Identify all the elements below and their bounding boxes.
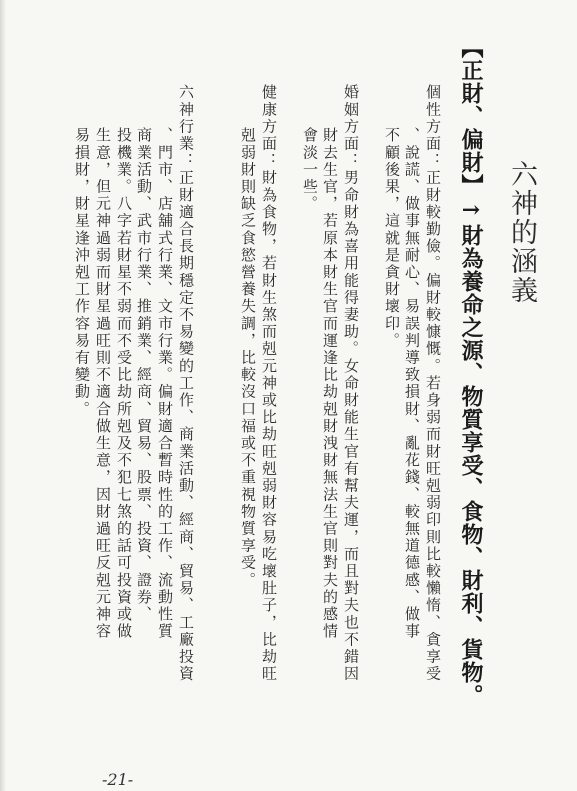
personality-paragraph-line-2: 、說謊、做事無耐心、易誤判導致損財、亂花錢、較無道德感、做事	[403, 127, 421, 640]
heading-description: →財為養命之源、物質享受、食物、財利、貨物。	[458, 197, 484, 707]
page-number: -21-	[102, 770, 134, 789]
chapter-title: 六神的涵義	[506, 160, 537, 305]
heading-keywords: 正財、偏財	[458, 59, 484, 174]
section-heading	[460, 36, 482, 707]
marriage-paragraph-line-2: 財去生官，若原本財生官而運逢比劫剋財洩財無法生官則對夫的感情	[321, 127, 339, 640]
health-paragraph-line-1: 健康方面：財為食物，若財生煞而剋元神或比劫旺剋弱財容易吃壞肚子，比劫旺	[260, 84, 278, 683]
career-paragraph-line-2: 、門市、店舖式行業、文市行業。偏財適合暫時性的工作、流動性質	[156, 127, 174, 640]
career-paragraph-line-4: 投機業。八字若財星不弱而不受比劫所剋及不犯七煞的話可投資或做	[115, 127, 133, 640]
career-paragraph-line-6: 易損財，財星逢沖剋工作容易有變動。	[73, 127, 91, 418]
marriage-paragraph-line-3: 會淡一些。	[301, 127, 319, 213]
career-paragraph-line-3: 商業活動、武市行業、推銷業、經商、貿易、股票、投資、證券、	[135, 127, 153, 623]
health-paragraph-line-2: 剋弱財則缺乏食慾營養失調，比較沒口福或不重視物質享受。	[239, 127, 257, 589]
binding-shadow	[0, 0, 6, 791]
heading-bracket-close: 】	[458, 174, 484, 197]
personality-paragraph-line-3: 不顧後果，這就是貪財壞印。	[383, 127, 401, 350]
personality-paragraph-line-1: 個性方面：正財較勤儉。偏財較慷慨。若身弱而財旺剋弱印則比較懶惰、貪享受	[424, 84, 442, 683]
heading-bracket-open: 【	[458, 36, 484, 59]
career-paragraph-line-5: 生意，但元神過弱而財星過旺則不適合做生意，因財過旺反剋元神容	[94, 127, 112, 640]
career-paragraph-line-1: 六神行業：正財適合長期穩定不易變的工作、商業活動、經商、貿易、工廠投資	[177, 84, 195, 683]
marriage-paragraph-line-1: 婚姻方面：男命財為喜用能得妻助。女命財能生官有幫夫運，而且對夫也不錯因	[342, 84, 360, 683]
